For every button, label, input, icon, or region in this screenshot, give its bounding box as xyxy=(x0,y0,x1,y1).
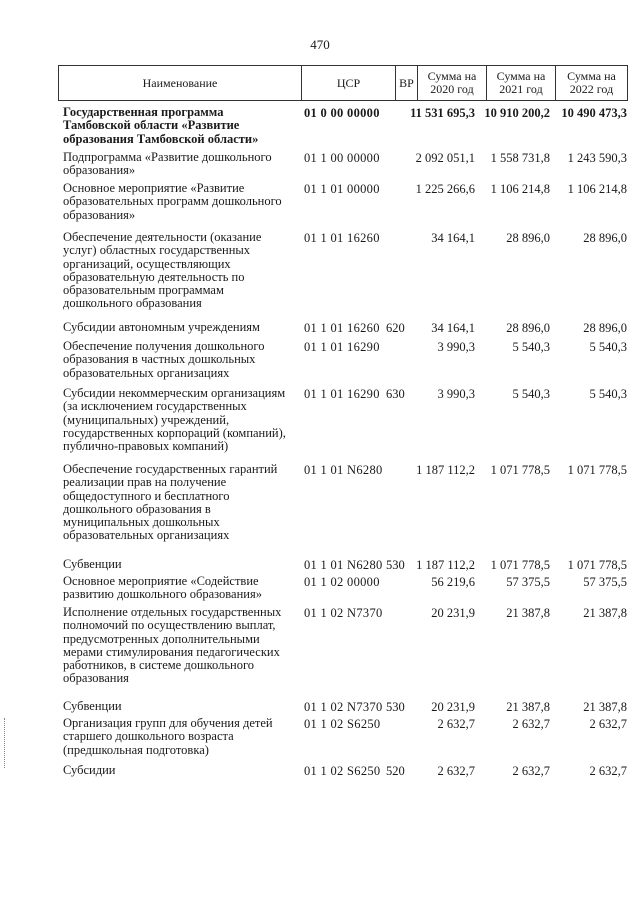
row-sum-2020: 56 219,6 xyxy=(431,575,475,589)
row-name: Исполнение отдельных государственных полномочий по осуществлению выплат, предусмотренных дополнительными мерами стимулирования педагогических работников, в системе дошкольного образования xyxy=(63,605,282,686)
row-sum-2021: 57 375,5 xyxy=(506,575,550,589)
row-sum-2022: 1 071 778,5 xyxy=(567,463,627,477)
row-sum-2021: 10 910 200,2 xyxy=(484,106,550,120)
row-sum-2022: 28 896,0 xyxy=(583,321,627,335)
row-csr: 01 1 02 N7370 xyxy=(304,700,383,714)
row-sum-2021: 1 071 778,5 xyxy=(490,558,550,572)
row-sum-2022: 5 540,3 xyxy=(589,387,627,401)
row-sum-2022: 1 106 214,8 xyxy=(567,182,627,196)
row-name: Основное мероприятие «Содействие развитию дошкольного образования» xyxy=(63,574,262,602)
row-csr: 01 1 01 N6280 xyxy=(304,463,383,477)
row-sum-2020: 2 632,7 xyxy=(437,717,475,731)
row-sum-2021: 5 540,3 xyxy=(512,387,550,401)
row-sum-2022: 21 387,8 xyxy=(583,606,627,620)
row-sum-2021: 2 632,7 xyxy=(512,717,550,731)
row-sum-2022: 2 632,7 xyxy=(589,764,627,778)
row-vr: 630 xyxy=(386,387,405,401)
row-sum-2022: 1 071 778,5 xyxy=(567,558,627,572)
header-sum-2021: Сумма на 2021 год xyxy=(487,66,556,100)
row-csr: 01 1 01 N6280 xyxy=(304,558,383,572)
row-csr: 01 1 00 00000 xyxy=(304,151,380,165)
row-csr: 01 0 00 00000 xyxy=(304,106,380,120)
header-name: Наименование xyxy=(59,66,302,100)
row-name: Субвенции xyxy=(63,699,122,713)
row-csr: 01 1 02 S6250 xyxy=(304,764,381,778)
row-sum-2021: 5 540,3 xyxy=(512,340,550,354)
row-name: Субвенции xyxy=(63,557,122,571)
row-sum-2021: 28 896,0 xyxy=(506,321,550,335)
row-name: Субсидии xyxy=(63,763,116,777)
row-csr: 01 1 01 16290 xyxy=(304,387,380,401)
row-sum-2021: 1 106 214,8 xyxy=(490,182,550,196)
row-csr: 01 1 02 S6250 xyxy=(304,717,381,731)
row-sum-2021: 28 896,0 xyxy=(506,231,550,245)
row-sum-2020: 2 092 051,1 xyxy=(415,151,475,165)
row-name: Подпрограмма «Развитие дошкольного образования» xyxy=(63,150,272,178)
row-sum-2021: 21 387,8 xyxy=(506,606,550,620)
row-sum-2022: 10 490 473,3 xyxy=(561,106,627,120)
row-sum-2021: 1 071 778,5 xyxy=(490,463,550,477)
row-csr: 01 1 01 16260 xyxy=(304,321,380,335)
row-csr: 01 1 02 00000 xyxy=(304,575,380,589)
row-csr: 01 1 01 16290 xyxy=(304,340,380,354)
row-sum-2022: 28 896,0 xyxy=(583,231,627,245)
header-sum-2020: Сумма на 2020 год xyxy=(418,66,487,100)
row-sum-2020: 3 990,3 xyxy=(437,387,475,401)
header-csr: ЦСР xyxy=(302,66,396,100)
row-sum-2022: 57 375,5 xyxy=(583,575,627,589)
row-sum-2020: 20 231,9 xyxy=(431,606,475,620)
header-sum-2022: Сумма на 2022 год xyxy=(567,69,616,96)
page-number: 470 xyxy=(310,37,330,52)
row-sum-2022: 1 243 590,3 xyxy=(567,151,627,165)
row-sum-2020: 3 990,3 xyxy=(437,340,475,354)
header-vr: ВР xyxy=(396,66,418,100)
row-name: Субсидии автономным учреждениям xyxy=(63,320,260,334)
row-csr: 01 1 02 N7370 xyxy=(304,606,383,620)
row-sum-2020: 1 187 112,2 xyxy=(416,463,475,477)
row-sum-2020: 1 187 112,2 xyxy=(416,558,475,572)
row-csr: 01 1 01 00000 xyxy=(304,182,380,196)
scan-margin-mark xyxy=(4,718,7,768)
row-sum-2020: 34 164,1 xyxy=(431,231,475,245)
row-sum-2022: 21 387,8 xyxy=(583,700,627,714)
row-vr: 620 xyxy=(386,321,405,335)
row-name: Государственная программа Тамбовской области «Развитие образования Тамбовской области» xyxy=(63,105,259,146)
row-sum-2021: 21 387,8 xyxy=(506,700,550,714)
row-csr: 01 1 01 16260 xyxy=(304,231,380,245)
row-vr: 520 xyxy=(386,764,405,778)
row-sum-2020: 20 231,9 xyxy=(431,700,475,714)
row-sum-2021: 2 632,7 xyxy=(512,764,550,778)
row-sum-2020: 34 164,1 xyxy=(431,321,475,335)
row-name: Основное мероприятие «Развитие образовательных программ дошкольного образования» xyxy=(63,181,282,222)
row-name: Обеспечение деятельности (оказание услуг) областных государственных организаций, осуществляющих образовательную деятельность по образовательным программам дошкольного образования xyxy=(63,230,262,311)
row-vr: 530 xyxy=(386,700,405,714)
row-name: Обеспечение получения дошкольного образования в частных дошкольных образовательных организациях xyxy=(63,339,265,380)
row-sum-2022: 5 540,3 xyxy=(589,340,627,354)
row-sum-2020: 11 531 695,3 xyxy=(410,106,475,120)
row-name: Обеспечение государственных гарантий реализации прав на получение общедоступного и бесплатного дошкольного образования в муниципальных дошкольных образовательных организациях xyxy=(63,462,278,543)
row-name: Организация групп для обучения детей старшего дошкольного возраста (предшкольная подготовка) xyxy=(63,716,273,757)
row-name: Субсидии некоммерческим организациям (за исключением государственных (муниципальных) учреждений, государственных корпораций (компаний), публично-правовых компаний) xyxy=(63,386,286,454)
row-vr: 530 xyxy=(386,558,405,572)
row-sum-2020: 2 632,7 xyxy=(437,764,475,778)
row-sum-2022: 2 632,7 xyxy=(589,717,627,731)
row-sum-2020: 1 225 266,6 xyxy=(415,182,475,196)
row-sum-2021: 1 558 731,8 xyxy=(490,151,550,165)
